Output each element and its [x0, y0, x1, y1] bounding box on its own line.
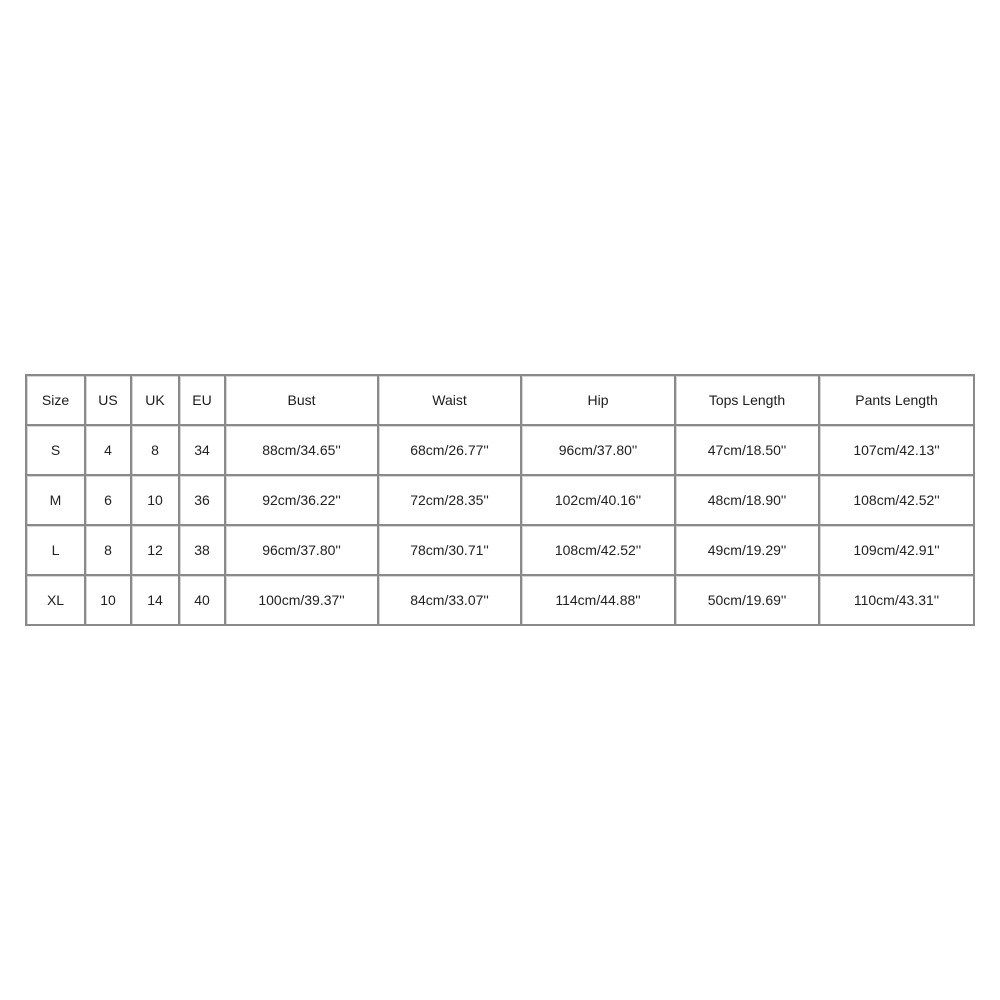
header-us: US	[86, 376, 132, 426]
cell-waist: 72cm/28.35''	[379, 476, 522, 526]
cell-eu: 40	[180, 576, 226, 626]
size-chart-table	[25, 374, 975, 626]
table-header-row	[27, 376, 975, 426]
cell-tops-length: 49cm/19.29''	[676, 526, 820, 576]
header-uk: UK	[132, 376, 180, 426]
header-eu: EU	[180, 376, 226, 426]
cell-uk: 8	[132, 426, 180, 476]
cell-eu: 38	[180, 526, 226, 576]
cell-size: XL	[27, 576, 86, 626]
cell-us: 10	[86, 576, 132, 626]
cell-waist: 68cm/26.77''	[379, 426, 522, 476]
cell-tops-length: 50cm/19.69''	[676, 576, 820, 626]
cell-size: L	[27, 526, 86, 576]
cell-size: M	[27, 476, 86, 526]
cell-bust: 88cm/34.65''	[226, 426, 379, 476]
cell-us: 4	[86, 426, 132, 476]
cell-tops-length: 48cm/18.90''	[676, 476, 820, 526]
cell-hip: 114cm/44.88''	[522, 576, 676, 626]
cell-uk: 10	[132, 476, 180, 526]
table-row	[27, 476, 975, 526]
cell-size: S	[27, 426, 86, 476]
cell-bust: 92cm/36.22''	[226, 476, 379, 526]
header-size: Size	[27, 376, 86, 426]
cell-waist: 78cm/30.71''	[379, 526, 522, 576]
cell-eu: 34	[180, 426, 226, 476]
cell-us: 6	[86, 476, 132, 526]
cell-hip: 102cm/40.16''	[522, 476, 676, 526]
cell-uk: 12	[132, 526, 180, 576]
cell-hip: 96cm/37.80''	[522, 426, 676, 476]
header-tops-length: Tops Length	[676, 376, 820, 426]
cell-eu: 36	[180, 476, 226, 526]
table-row	[27, 426, 975, 476]
cell-tops-length: 47cm/18.50''	[676, 426, 820, 476]
cell-waist: 84cm/33.07''	[379, 576, 522, 626]
header-hip: Hip	[522, 376, 676, 426]
cell-pants-length: 110cm/43.31''	[820, 576, 975, 626]
header-pants-length: Pants Length	[820, 376, 975, 426]
cell-uk: 14	[132, 576, 180, 626]
cell-pants-length: 107cm/42.13''	[820, 426, 975, 476]
cell-bust: 96cm/37.80''	[226, 526, 379, 576]
table-row	[27, 526, 975, 576]
cell-bust: 100cm/39.37''	[226, 576, 379, 626]
header-waist: Waist	[379, 376, 522, 426]
header-bust: Bust	[226, 376, 379, 426]
cell-hip: 108cm/42.52''	[522, 526, 676, 576]
cell-us: 8	[86, 526, 132, 576]
table-row	[27, 576, 975, 626]
cell-pants-length: 109cm/42.91''	[820, 526, 975, 576]
cell-pants-length: 108cm/42.52''	[820, 476, 975, 526]
